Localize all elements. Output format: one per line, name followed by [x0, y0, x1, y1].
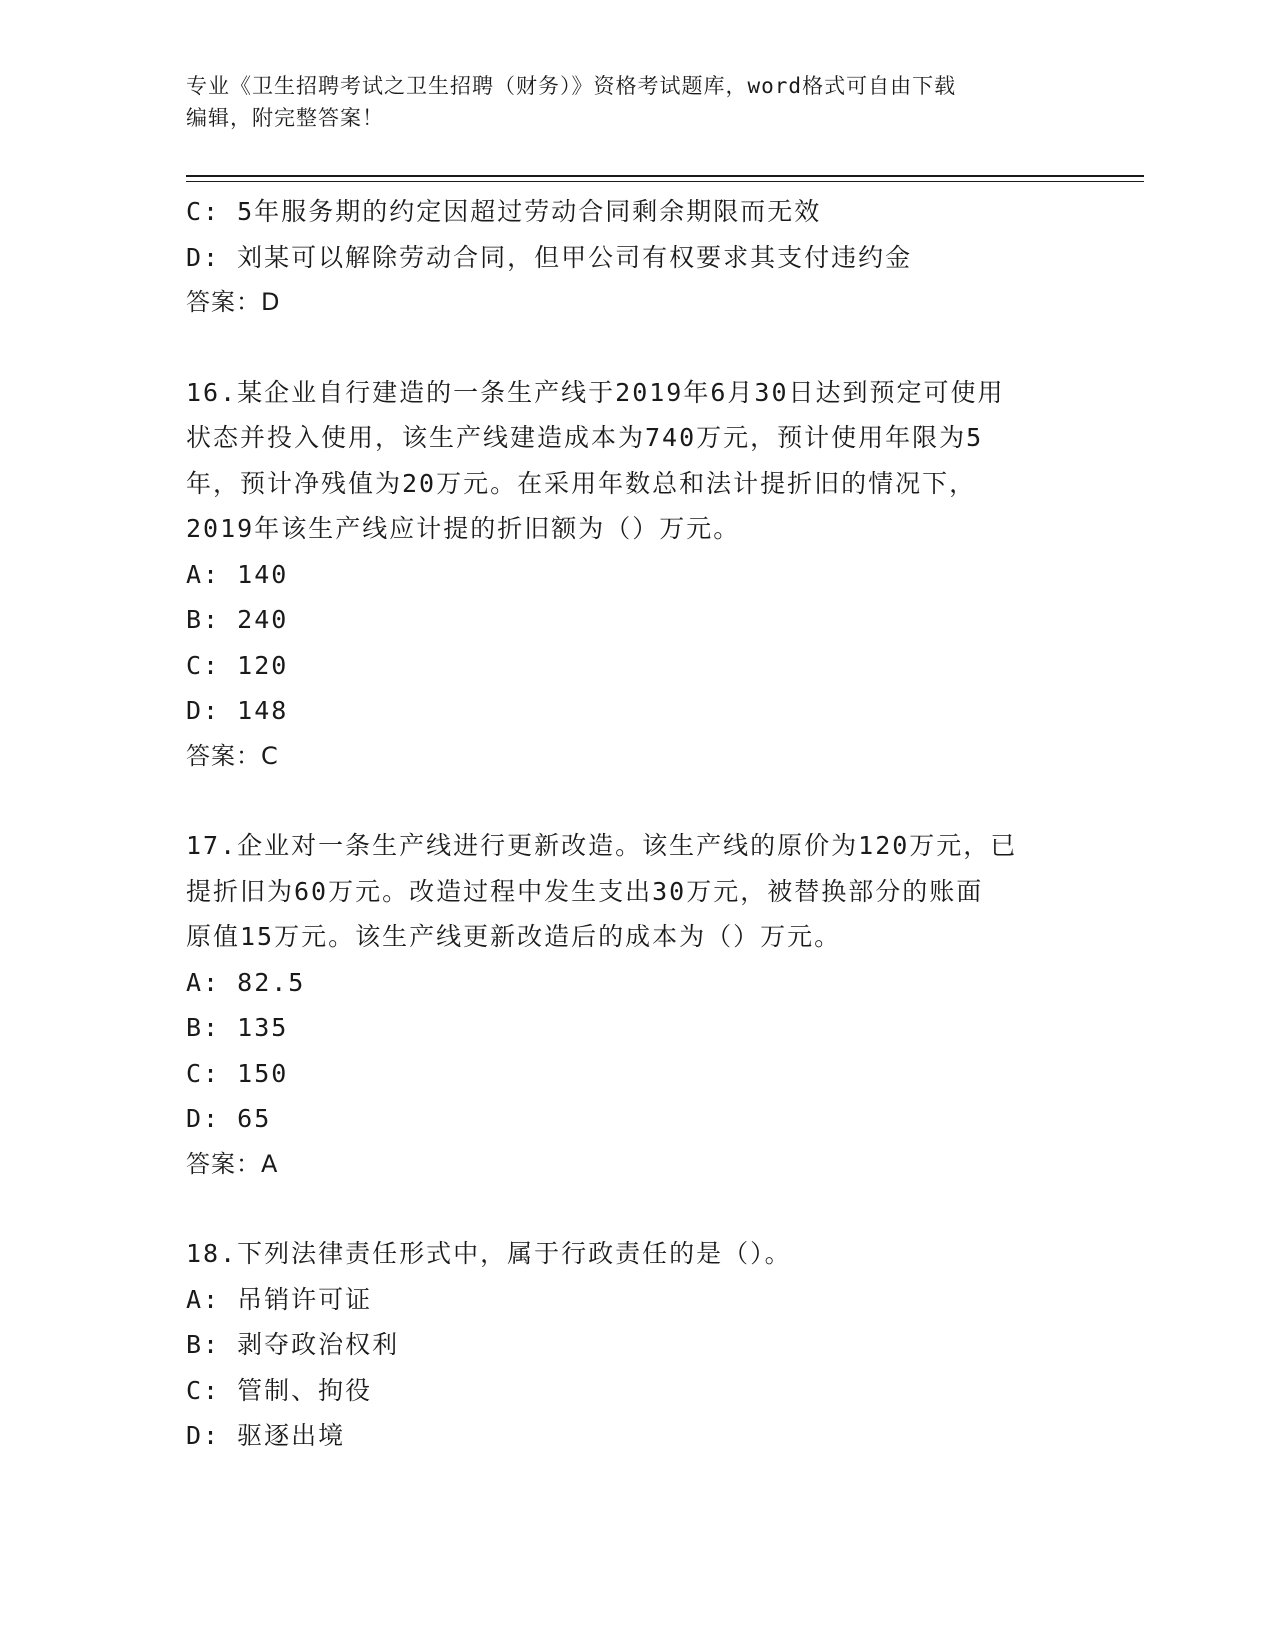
- question-text-line: 2019年该生产线应计提的折旧额为（）万元。: [186, 514, 741, 543]
- header-divider-thin: [186, 181, 1144, 182]
- option-d: D: 驱逐出境: [186, 1421, 346, 1450]
- question-text-line: 17.企业对一条生产线进行更新改造。该生产线的原价为120万元，已: [186, 831, 1018, 860]
- header-divider-thick: [186, 175, 1144, 177]
- question-16: [186, 370, 1086, 780]
- header-line-2: 编辑，附完整答案！: [186, 106, 384, 130]
- question-text-line: 16.某企业自行建造的一条生产线于2019年6月30日达到预定可使用: [186, 377, 1005, 407]
- answer-label: 答案：A: [186, 1149, 279, 1178]
- answer-label: 答案：D: [186, 288, 281, 316]
- answer-label: 答案：C: [186, 741, 279, 770]
- question-text-line: 原值15万元。该生产线更新改造后的成本为（）万元。: [186, 922, 842, 951]
- option-d: D: 148: [186, 696, 289, 725]
- header-line-1: 专业《卫生招聘考试之卫生招聘（财务）》资格考试题库，word格式可自由下载: [186, 74, 957, 98]
- option-d: D: 刘某可以解除劳动合同，但甲公司有权要求其支付违约金: [186, 242, 913, 272]
- question-15-tail: [186, 189, 1086, 326]
- option-a: A: 吊销许可证: [186, 1284, 373, 1314]
- question-text-line: 年，预计净残值为20万元。在采用年数总和法计提折旧的情况下，: [186, 468, 977, 498]
- option-a: A: 140: [186, 559, 289, 589]
- option-c: C: 管制、拘役: [186, 1375, 373, 1405]
- question-18: [186, 1231, 1086, 1459]
- document-header: [186, 70, 1086, 134]
- question-spacer: [186, 1187, 1086, 1231]
- question-spacer: [186, 326, 1086, 370]
- question-text-line: 提折旧为60万元。改造过程中发生支出30万元，被替换部分的账面: [186, 876, 984, 906]
- option-b: B: 240: [186, 605, 289, 634]
- option-b: B: 剥夺政治权利: [186, 1330, 400, 1359]
- question-spacer: [186, 779, 1086, 823]
- question-text-line: 状态并投入使用，该生产线建造成本为740万元，预计使用年限为5: [186, 423, 984, 452]
- option-b: B: 135: [186, 1013, 289, 1042]
- option-d: D: 65: [186, 1104, 272, 1133]
- option-a: A: 82.5: [186, 967, 306, 997]
- question-content: [186, 189, 1086, 1459]
- option-c: C: 150: [186, 1058, 289, 1088]
- option-c: C: 120: [186, 650, 289, 680]
- option-c: C: 5年服务期的约定因超过劳动合同剩余期限而无效: [186, 197, 822, 226]
- question-text-line: 18.下列法律责任形式中，属于行政责任的是（）。: [186, 1239, 792, 1268]
- question-17: [186, 823, 1086, 1187]
